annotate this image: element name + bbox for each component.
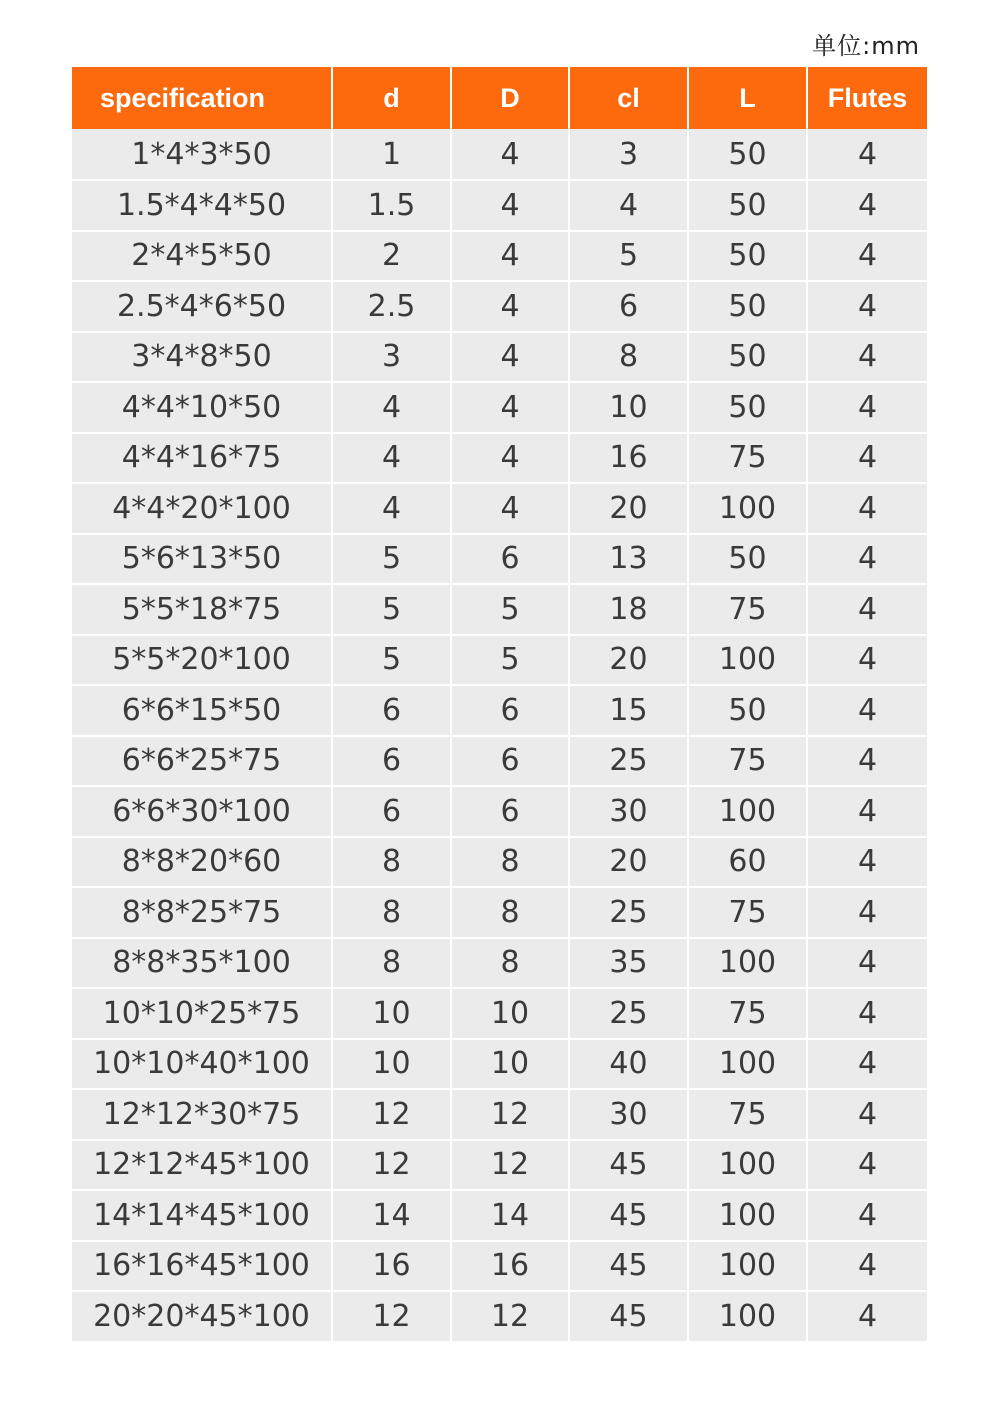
table-row: [72, 1038, 927, 1089]
cell-cl: 40: [570, 1038, 689, 1089]
cell-specification: 10*10*25*75: [72, 987, 333, 1038]
cell-specification: 5*6*13*50: [72, 533, 333, 584]
header-D: D: [452, 67, 570, 129]
cell-specification: 1*4*3*50: [72, 129, 333, 179]
cell-specification: 4*4*16*75: [72, 432, 333, 483]
cell-d: 4: [333, 482, 452, 533]
cell-specification: 4*4*10*50: [72, 381, 333, 432]
cell-D: 6: [452, 684, 570, 735]
table-row: [72, 1189, 927, 1240]
table-row: [72, 230, 927, 281]
cell-flutes: 4: [808, 1290, 927, 1341]
table-row: [72, 432, 927, 483]
cell-flutes: 4: [808, 1088, 927, 1139]
cell-flutes: 4: [808, 1240, 927, 1291]
cell-d: 6: [333, 735, 452, 786]
table-row: [72, 836, 927, 887]
table-row: [72, 886, 927, 937]
cell-specification: 8*8*20*60: [72, 836, 333, 887]
cell-d: 12: [333, 1139, 452, 1190]
cell-D: 12: [452, 1139, 570, 1190]
cell-L: 60: [689, 836, 808, 887]
cell-D: 14: [452, 1189, 570, 1240]
cell-cl: 4: [570, 179, 689, 230]
cell-cl: 30: [570, 785, 689, 836]
cell-L: 50: [689, 129, 808, 179]
cell-flutes: 4: [808, 1038, 927, 1089]
table-row: [72, 331, 927, 382]
table-row: [72, 1139, 927, 1190]
table-row: [72, 280, 927, 331]
cell-D: 4: [452, 280, 570, 331]
cell-cl: 30: [570, 1088, 689, 1139]
cell-d: 5: [333, 634, 452, 685]
table-row: [72, 937, 927, 988]
table-row: [72, 785, 927, 836]
cell-D: 8: [452, 937, 570, 988]
cell-d: 3: [333, 331, 452, 382]
cell-flutes: 4: [808, 179, 927, 230]
cell-L: 75: [689, 987, 808, 1038]
table-body: [72, 129, 927, 1341]
cell-d: 5: [333, 533, 452, 584]
cell-cl: 20: [570, 634, 689, 685]
cell-cl: 15: [570, 684, 689, 735]
cell-specification: 1.5*4*4*50: [72, 179, 333, 230]
cell-cl: 16: [570, 432, 689, 483]
cell-L: 100: [689, 1189, 808, 1240]
specification-table: [72, 67, 927, 1341]
cell-d: 16: [333, 1240, 452, 1291]
cell-specification: 2.5*4*6*50: [72, 280, 333, 331]
cell-d: 6: [333, 785, 452, 836]
table-row: [72, 987, 927, 1038]
cell-L: 100: [689, 482, 808, 533]
cell-flutes: 4: [808, 886, 927, 937]
cell-d: 4: [333, 381, 452, 432]
cell-D: 4: [452, 482, 570, 533]
cell-L: 50: [689, 533, 808, 584]
cell-d: 12: [333, 1290, 452, 1341]
cell-d: 8: [333, 886, 452, 937]
cell-specification: 10*10*40*100: [72, 1038, 333, 1089]
table-row: [72, 583, 927, 634]
cell-specification: 12*12*45*100: [72, 1139, 333, 1190]
cell-cl: 45: [570, 1139, 689, 1190]
table-row: [72, 634, 927, 685]
cell-D: 12: [452, 1088, 570, 1139]
cell-L: 50: [689, 280, 808, 331]
cell-flutes: 4: [808, 331, 927, 382]
table-row: [72, 1290, 927, 1341]
cell-specification: 4*4*20*100: [72, 482, 333, 533]
header-d: d: [333, 67, 452, 129]
cell-D: 4: [452, 179, 570, 230]
cell-D: 4: [452, 381, 570, 432]
cell-cl: 45: [570, 1240, 689, 1291]
cell-flutes: 4: [808, 1139, 927, 1190]
table-row: [72, 735, 927, 786]
cell-L: 50: [689, 179, 808, 230]
cell-D: 5: [452, 634, 570, 685]
cell-specification: 8*8*35*100: [72, 937, 333, 988]
cell-D: 4: [452, 331, 570, 382]
cell-d: 10: [333, 1038, 452, 1089]
cell-flutes: 4: [808, 129, 927, 179]
table-header-row: [72, 67, 927, 129]
cell-cl: 10: [570, 381, 689, 432]
cell-d: 1.5: [333, 179, 452, 230]
cell-flutes: 4: [808, 684, 927, 735]
cell-cl: 45: [570, 1189, 689, 1240]
cell-cl: 20: [570, 836, 689, 887]
cell-cl: 25: [570, 886, 689, 937]
cell-D: 6: [452, 785, 570, 836]
table-row: [72, 684, 927, 735]
cell-d: 2.5: [333, 280, 452, 331]
cell-L: 75: [689, 583, 808, 634]
cell-L: 75: [689, 432, 808, 483]
table-row: [72, 179, 927, 230]
header-specification: specification: [72, 67, 333, 129]
cell-cl: 35: [570, 937, 689, 988]
cell-D: 6: [452, 533, 570, 584]
cell-cl: 25: [570, 987, 689, 1038]
cell-d: 10: [333, 987, 452, 1038]
table-row: [72, 1088, 927, 1139]
cell-specification: 5*5*20*100: [72, 634, 333, 685]
cell-cl: 45: [570, 1290, 689, 1341]
cell-L: 100: [689, 1139, 808, 1190]
cell-D: 16: [452, 1240, 570, 1291]
cell-L: 75: [689, 735, 808, 786]
cell-d: 5: [333, 583, 452, 634]
cell-L: 100: [689, 634, 808, 685]
cell-flutes: 4: [808, 280, 927, 331]
cell-cl: 6: [570, 280, 689, 331]
cell-D: 4: [452, 230, 570, 281]
cell-flutes: 4: [808, 432, 927, 483]
cell-L: 100: [689, 1290, 808, 1341]
cell-flutes: 4: [808, 1189, 927, 1240]
cell-d: 2: [333, 230, 452, 281]
cell-d: 1: [333, 129, 452, 179]
cell-L: 50: [689, 381, 808, 432]
table-row: [72, 381, 927, 432]
cell-L: 50: [689, 684, 808, 735]
cell-d: 6: [333, 684, 452, 735]
cell-D: 8: [452, 836, 570, 887]
cell-specification: 20*20*45*100: [72, 1290, 333, 1341]
unit-label: 单位:mm: [812, 32, 920, 60]
cell-L: 50: [689, 331, 808, 382]
cell-flutes: 4: [808, 836, 927, 887]
cell-d: 8: [333, 836, 452, 887]
cell-cl: 3: [570, 129, 689, 179]
cell-L: 100: [689, 785, 808, 836]
cell-cl: 18: [570, 583, 689, 634]
cell-L: 100: [689, 1240, 808, 1291]
cell-d: 4: [333, 432, 452, 483]
cell-specification: 2*4*5*50: [72, 230, 333, 281]
header-L: L: [689, 67, 808, 129]
cell-d: 14: [333, 1189, 452, 1240]
cell-specification: 3*4*8*50: [72, 331, 333, 382]
header-flutes: Flutes: [808, 67, 927, 129]
cell-d: 8: [333, 937, 452, 988]
cell-flutes: 4: [808, 381, 927, 432]
cell-flutes: 4: [808, 987, 927, 1038]
cell-flutes: 4: [808, 634, 927, 685]
cell-L: 100: [689, 937, 808, 988]
cell-D: 12: [452, 1290, 570, 1341]
table-row: [72, 1240, 927, 1291]
cell-specification: 6*6*25*75: [72, 735, 333, 786]
cell-D: 8: [452, 886, 570, 937]
table-row: [72, 482, 927, 533]
cell-specification: 6*6*30*100: [72, 785, 333, 836]
cell-specification: 6*6*15*50: [72, 684, 333, 735]
cell-cl: 25: [570, 735, 689, 786]
cell-specification: 12*12*30*75: [72, 1088, 333, 1139]
cell-L: 75: [689, 1088, 808, 1139]
cell-L: 100: [689, 1038, 808, 1089]
cell-specification: 14*14*45*100: [72, 1189, 333, 1240]
cell-specification: 8*8*25*75: [72, 886, 333, 937]
cell-D: 10: [452, 987, 570, 1038]
cell-flutes: 4: [808, 230, 927, 281]
cell-d: 12: [333, 1088, 452, 1139]
table-row: [72, 533, 927, 584]
cell-flutes: 4: [808, 735, 927, 786]
table-row: [72, 129, 927, 179]
cell-cl: 5: [570, 230, 689, 281]
cell-flutes: 4: [808, 937, 927, 988]
cell-specification: 16*16*45*100: [72, 1240, 333, 1291]
cell-L: 50: [689, 230, 808, 281]
cell-D: 5: [452, 583, 570, 634]
cell-flutes: 4: [808, 482, 927, 533]
cell-flutes: 4: [808, 533, 927, 584]
cell-flutes: 4: [808, 583, 927, 634]
cell-flutes: 4: [808, 785, 927, 836]
cell-cl: 20: [570, 482, 689, 533]
cell-D: 4: [452, 129, 570, 179]
cell-D: 4: [452, 432, 570, 483]
cell-specification: 5*5*18*75: [72, 583, 333, 634]
cell-D: 6: [452, 735, 570, 786]
header-cl: cl: [570, 67, 689, 129]
cell-D: 10: [452, 1038, 570, 1089]
cell-cl: 8: [570, 331, 689, 382]
cell-cl: 13: [570, 533, 689, 584]
cell-L: 75: [689, 886, 808, 937]
